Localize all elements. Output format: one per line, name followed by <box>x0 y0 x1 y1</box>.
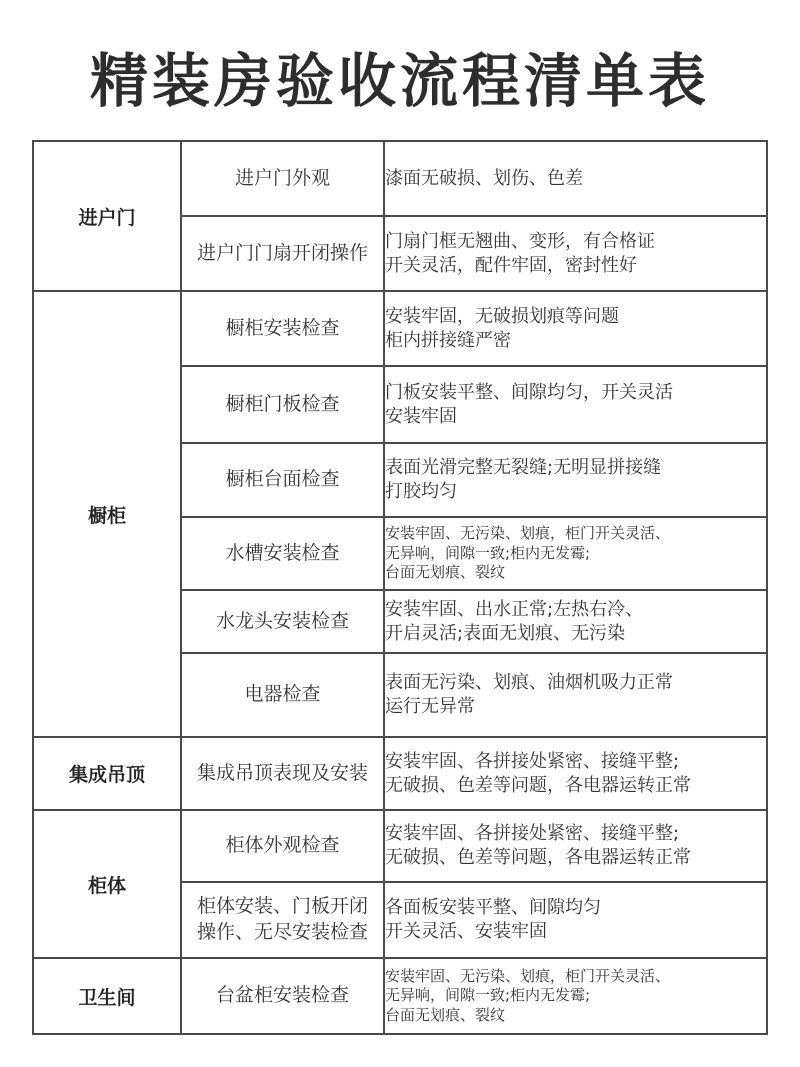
standard-cell: 安装牢固、各拼接处紧密、接缝平整; 无破损、色差等问题，各电器运转正常 <box>384 810 767 882</box>
item-cell: 电器检查 <box>181 653 384 737</box>
standard-cell: 安装牢固，无破损划痕等问题 柜内拼接缝严密 <box>384 291 767 366</box>
area-cell: 卫生间 <box>33 958 181 1034</box>
item-cell: 水槽安装检查 <box>181 517 384 590</box>
table-row <box>33 737 767 810</box>
standard-cell: 安装牢固、各拼接处紧密、接缝平整; 无破损、色差等问题，各电器运转正常 <box>384 737 767 810</box>
item-cell: 橱柜门板检查 <box>181 366 384 443</box>
standard-cell: 各面板安装平整、间隙均匀 开关灵活、安装牢固 <box>384 882 767 958</box>
area-cell: 橱柜 <box>33 291 181 737</box>
item-cell: 集成吊顶表现及安装 <box>181 737 384 810</box>
table-row <box>33 810 767 882</box>
standard-cell: 安装牢固、无污染、划痕，柜门开关灵活、 无异响，间隙一致;柜内无发霉; 台面无划痕、裂纹 <box>384 517 767 590</box>
standard-cell: 表面光滑完整无裂缝;无明显拼接缝 打胶均匀 <box>384 443 767 517</box>
standard-cell: 表面无污染、划痕、油烟机吸力正常 运行无异常 <box>384 653 767 737</box>
standard-cell: 门扇门框无翘曲、变形，有合格证 开关灵活，配件牢固，密封性好 <box>384 216 767 291</box>
area-cell: 柜体 <box>33 810 181 958</box>
standard-cell: 安装牢固、无污染、划痕，柜门开关灵活、 无异响，间隙一致;柜内无发霉; 台面无划痕、裂纹 <box>384 958 767 1034</box>
item-cell: 柜体安装、门板开闭 操作、无尽安装检查 <box>181 882 384 958</box>
item-cell: 水龙头安装检查 <box>181 590 384 653</box>
area-cell: 进户门 <box>33 141 181 291</box>
table-row <box>33 141 767 216</box>
page-title: 精装房验收流程清单表 <box>89 47 710 115</box>
standard-cell: 安装牢固、出水正常;左热右冷、 开启灵活;表面无划痕、无污染 <box>384 590 767 653</box>
item-cell: 进户门门扇开闭操作 <box>181 216 384 291</box>
table-row <box>33 291 767 366</box>
area-cell: 集成吊顶 <box>33 737 181 810</box>
item-cell: 橱柜台面检查 <box>181 443 384 517</box>
table-row <box>33 958 767 1034</box>
standard-cell: 漆面无破损、划伤、色差 <box>384 141 767 216</box>
item-cell: 进户门外观 <box>181 141 384 216</box>
checklist-table <box>32 140 768 1035</box>
standard-cell: 门板安装平整、间隙均匀，开关灵活 安装牢固 <box>384 366 767 443</box>
item-cell: 台盆柜安装检查 <box>181 958 384 1034</box>
item-cell: 橱柜安装检查 <box>181 291 384 366</box>
item-cell: 柜体外观检查 <box>181 810 384 882</box>
